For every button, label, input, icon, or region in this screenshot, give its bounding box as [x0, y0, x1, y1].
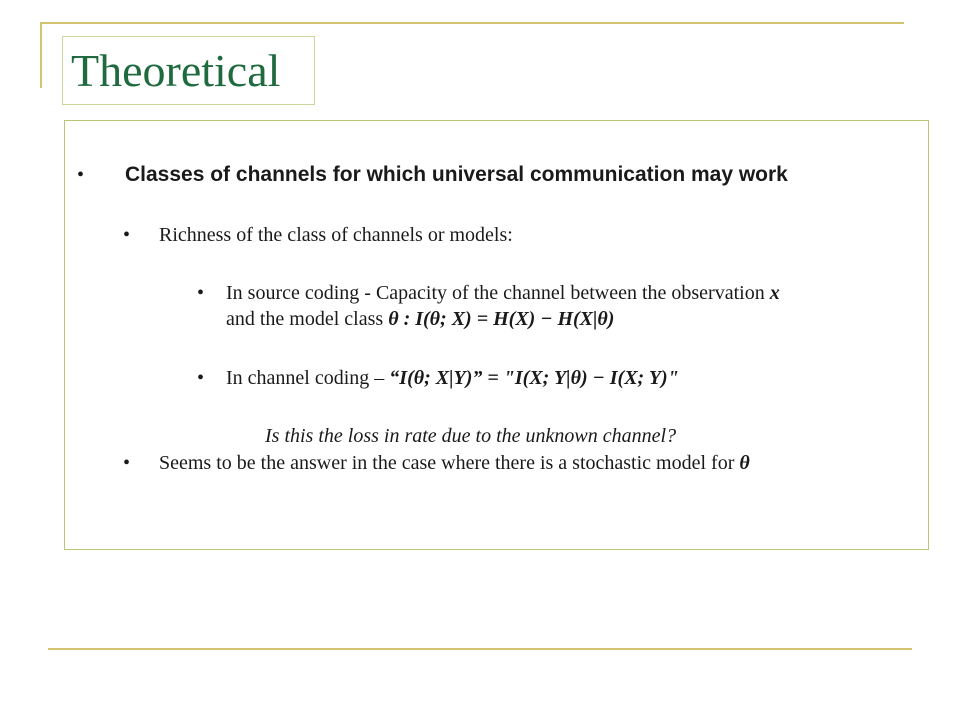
channel-coding-math: “I(θ; X|Y)” = "I(X; Y|θ) − I(X; Y)" — [389, 367, 679, 389]
question-line: Is this the loss in rate due to the unknown channel? — [265, 425, 677, 447]
bullet-marker: • — [77, 164, 85, 186]
slide-title: Theoretical — [71, 45, 281, 96]
channel-coding-text: In channel coding – — [226, 367, 390, 389]
source-coding-line-2 — [226, 307, 614, 331]
stochastic-line — [159, 451, 750, 475]
stochastic-text: Seems to be the answer in the case where there is a stochastic model for — [159, 452, 740, 474]
source-coding-text-2: and the model class — [226, 308, 389, 330]
bullet-marker: • — [197, 282, 205, 304]
channel-coding-line — [226, 366, 679, 390]
main-heading: Classes of channels for which universal communication may work — [125, 163, 788, 186]
content-box — [64, 120, 929, 550]
bottom-rule — [48, 648, 912, 650]
title-box — [62, 36, 315, 105]
left-rule — [40, 22, 42, 88]
source-coding-line-1 — [226, 281, 780, 305]
bullet-marker: • — [123, 224, 131, 246]
source-coding-text-1: In source coding - Capacity of the channel between the observation — [226, 282, 770, 304]
source-coding-math-1: x — [769, 282, 780, 304]
bullet-marker: • — [123, 452, 131, 474]
richness-bullet: Richness of the class of channels or models: — [159, 224, 513, 246]
top-rule — [40, 22, 904, 24]
source-coding-math-2: θ : I(θ; X) = H(X) − H(X|θ) — [388, 308, 615, 330]
bullet-marker: • — [197, 367, 205, 389]
stochastic-math: θ — [739, 452, 750, 474]
